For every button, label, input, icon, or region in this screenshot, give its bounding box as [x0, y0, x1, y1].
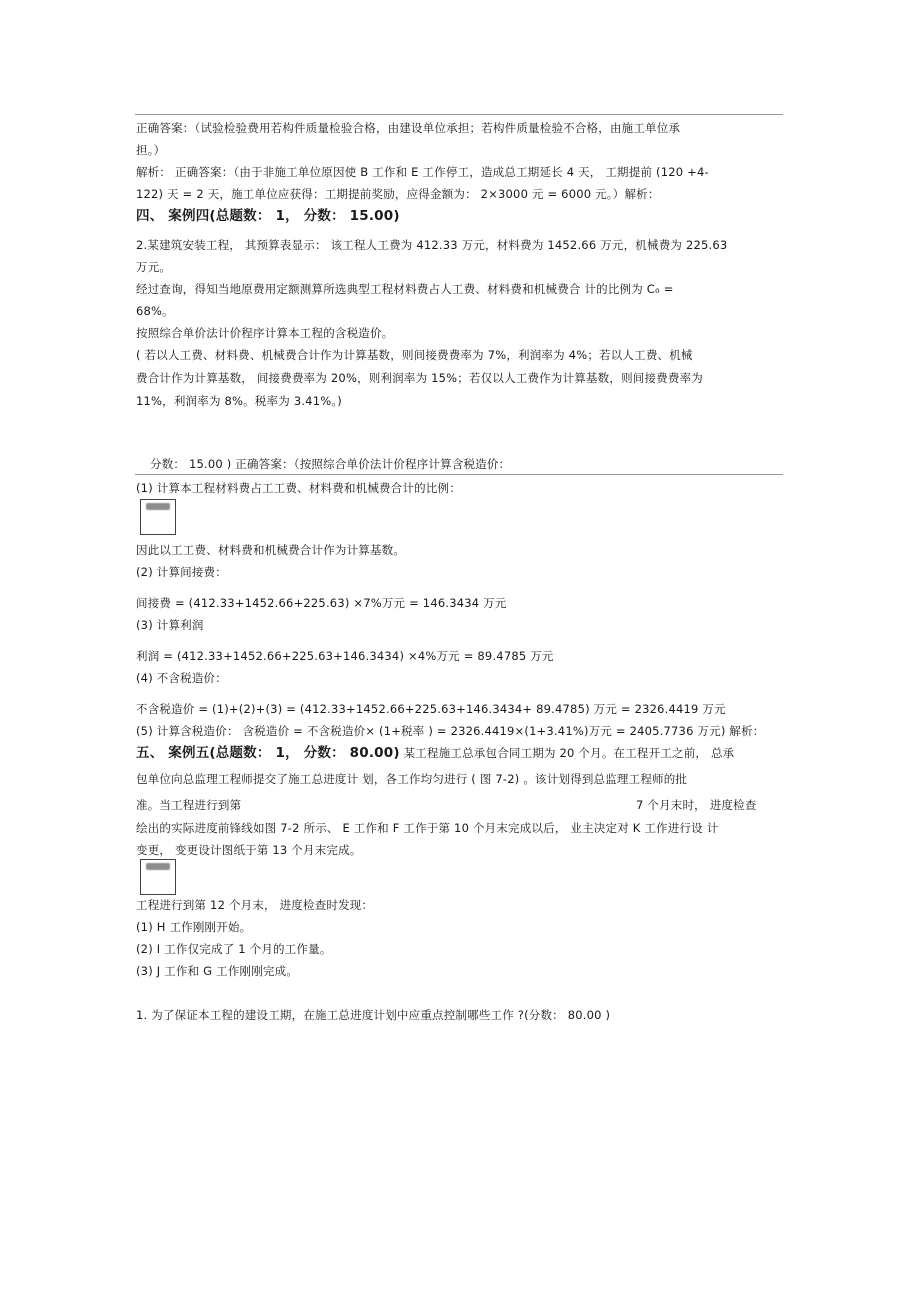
step-1-line: (1) 计算本工程材料费占工工费、材料费和机械费合计的比例： [136, 481, 461, 495]
indirect-cost-line: 间接费 = (412.33+1452.66+225.63) ×7%万元 = 146.3434 万元 [136, 596, 507, 610]
case-five-heading: 五、 案例五(总题数： 1， 分数： 80.00) [136, 745, 400, 761]
basis-line: 因此以工工费、材料费和机械费合计作为计算基数。 [136, 543, 406, 557]
answer-line: 正确答案：（试验检验费用若构件质量检验合格，由建设单位承担；若构件质量检验不合格，由施工单位承 [136, 121, 681, 135]
case-five-line [136, 746, 734, 760]
step-5-line: (5) 计算含税造价： 含税造价 = 不含税造价× (1+税率 ) = 2326.4419×(1+3.41%)万元 = 2405.7736 万元) 解析： [136, 724, 765, 738]
step-2-line: (2) 计算间接费： [136, 565, 227, 579]
pre-tax-cost-line: 不含税造价 = (1)+(2)+(3) = (412.33+1452.66+225.63+146.3434+ 89.4785) 万元 = 2326.4419 万元 [136, 702, 726, 716]
finding-2: (2) I 工作仅完成了 1 个月的工作量。 [136, 942, 332, 956]
progress-check-line: 工程进行到第 12 个月末， 进度检查时发现： [136, 898, 374, 912]
schedule-figure-placeholder [146, 863, 170, 870]
rates-line-3: 11%，利润率为 8%。税率为 3.41%。) [136, 394, 342, 408]
case-five-text: 某工程施工总承包合同工期为 20 个月。在工程开工之前， 总承 [399, 746, 735, 760]
case-five-line-3b: 7 个月末时， 进度检查 [636, 798, 757, 812]
rates-line-2: 费合计作为计算基数， 间接费费率为 20%，则利润率为 15%；若仅以人工费作为计算基数，则间接费费率为 [136, 371, 703, 385]
score-answer-line: 分数： 15.00 ) 正确答案：（按照综合单价法计价程序计算含税造价： [150, 457, 511, 471]
answer-line-cont: 担。） [136, 143, 166, 157]
case-five-line-4: 绘出的实际进度前锋线如图 7-2 所示、 E 工作和 F 工作于第 10 个月末完成以后， 业主决定对 K 工作进行设 计 [136, 821, 719, 835]
finding-1: (1) H 工作刚刚开始。 [136, 920, 252, 934]
profit-line: 利润 = (412.33+1452.66+225.63+146.3434) ×4%万元 = 89.4785 万元 [136, 649, 554, 663]
case-five-line-3a: 准。当工程进行到第 [136, 798, 242, 812]
analysis-line: 解析： 正确答案：（由于非施工单位原因使 B 工作和 E 工作停工，造成总工期延长 4 天， 工期提前 (120 +4- [136, 165, 709, 179]
question-2-line: 2.某建筑安装工程， 其预算表显示： 该工程人工费为 412.33 万元，材料费为 1452.66 万元，机械费为 225.63 [136, 238, 728, 252]
step-4-line: (4) 不含税造价： [136, 671, 227, 685]
question-1-line: 1. 为了保证本工程的建设工期，在施工总进度计划中应重点控制哪些工作 ?(分数： 80.00 ) [136, 1008, 611, 1022]
case-five-line-2: 包单位向总监理工程师提交了施工总进度计 划，各工作均匀进行 ( 图 7-2) 。该计划得到总监理工程师的批 [136, 772, 688, 786]
case-four-heading: 四、 案例四(总题数： 1， 分数： 15.00) [136, 208, 400, 224]
top-divider [135, 114, 783, 115]
query-line-cont: 68%。 [136, 304, 174, 318]
mid-divider [135, 474, 783, 475]
question-2-line-cont: 万元。 [136, 260, 172, 274]
rates-line-1: ( 若以人工费、材料费、机械费合计作为计算基数，则间接费费率为 7%，利润率为 4%；若以人工费、机械 [136, 348, 693, 362]
schedule-figure-image [140, 859, 176, 895]
case-five-line-5: 变更， 变更设计图纸于第 13 个月末完成。 [136, 843, 362, 857]
formula-image-placeholder [146, 503, 170, 510]
step-3-line: (3) 计算利润 [136, 618, 204, 632]
formula-image [140, 499, 176, 535]
query-line: 经过查询，得知当地原费用定额测算所选典型工程材料费占人工费、材料费和机械费合 计的比例为 C₀ = [136, 282, 674, 296]
finding-3: (3) J 工作和 G 工作刚刚完成。 [136, 964, 299, 978]
analysis-line-cont: 122) 天 = 2 天，施工单位应获得：工期提前奖励，应得金额为： 2×3000 元 = 6000 元。）解析： [136, 187, 660, 201]
instruction-line: 按照综合单价法计价程序计算本工程的含税造价。 [136, 326, 394, 340]
